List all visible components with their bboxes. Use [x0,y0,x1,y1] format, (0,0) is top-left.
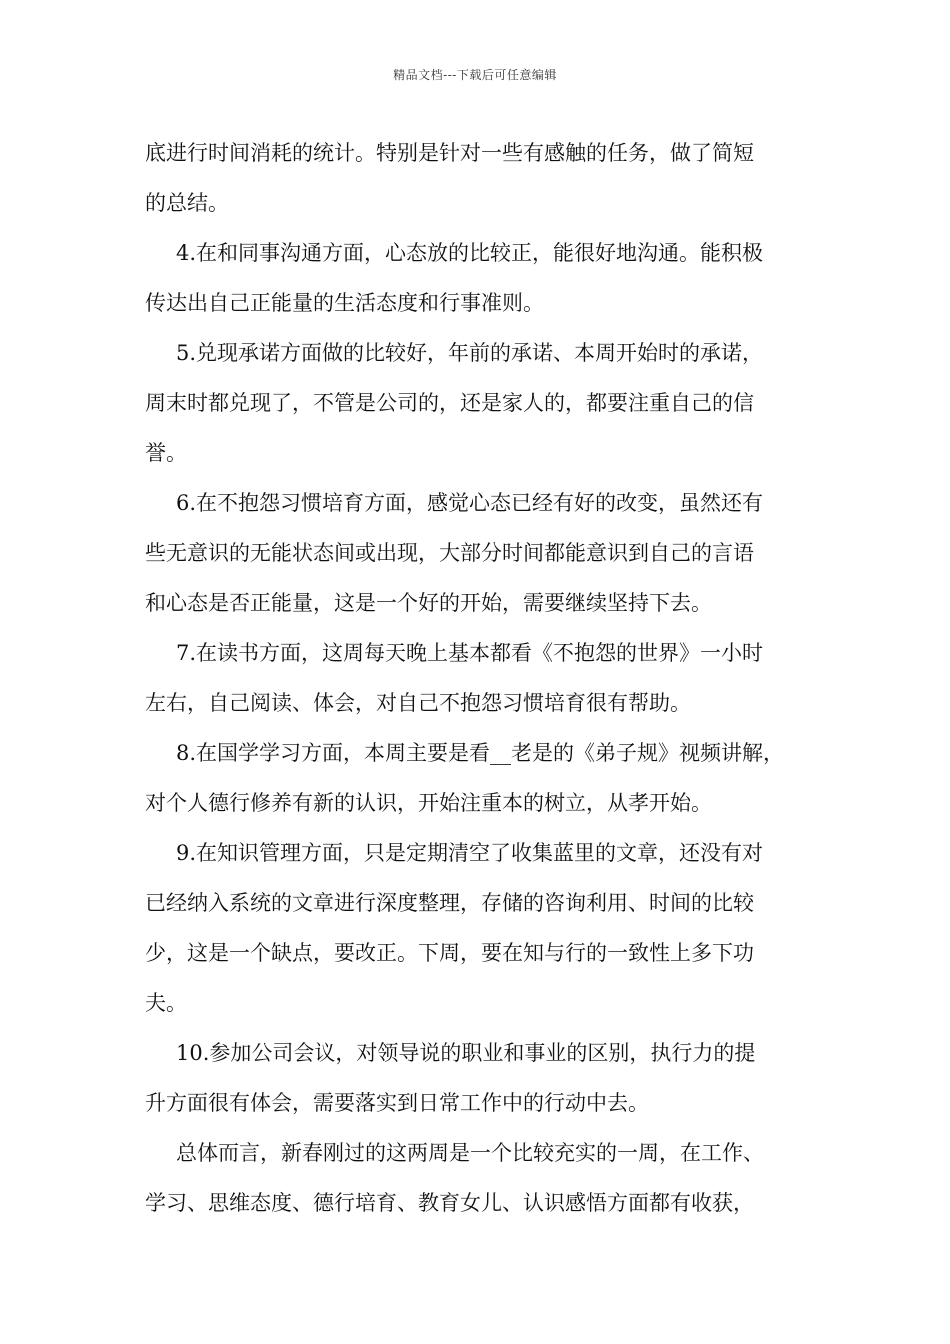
text-line: 5.兑现承诺方面做的比较好，年前的承诺、本周开始时的承诺， [176,341,764,365]
text-line: 7.在读书方面，这周每天晚上基本都看《不抱怨的世界》一小时 [176,641,764,665]
text-line: 左右，自己阅读、体会，对自己不抱怨习惯培育很有帮助。 [145,691,691,715]
text-line: 10.参加公司会议，对领导说的职业和事业的区别，执行力的提 [176,1041,756,1065]
text-line: 总体而言，新春刚过的这两周是一个比较充实的一周，在工作、 [176,1141,764,1165]
text-line: 学习、思维态度、德行培育、教育女儿、认识感悟方面都有收获， [145,1191,754,1215]
text-line: 4.在和同事沟通方面，心态放的比较正，能很好地沟通。能积极 [176,241,764,265]
text-line: 9.在知识管理方面，只是定期清空了收集蓝里的文章，还没有对 [176,841,764,865]
text-line: 已经纳入系统的文章进行深度整理，存储的咨询利用、时间的比较 [145,891,754,915]
text-line: 8.在国学学习方面，本周主要是看__老是的《弟子规》视频讲解， [176,741,785,765]
body-text [145,128,810,1228]
text-line: 周末时都兑现了，不管是公司的，还是家人的，都要注重自己的信 [145,391,754,415]
text-line: 和心态是否正能量，这是一个好的开始，需要继续坚持下去。 [145,591,712,615]
text-line: 传达出自己正能量的生活态度和行事准则。 [145,291,544,315]
text-line: 些无意识的无能状态间或出现，大部分时间都能意识到自己的言语 [145,541,754,565]
text-line: 少，这是一个缺点，要改正。下周，要在知与行的一致性上多下功 [145,941,754,965]
text-line: 的总结。 [145,191,229,215]
text-line: 对个人德行修养有新的认识，开始注重本的树立，从孝开始。 [145,791,712,815]
text-line: 6.在不抱怨习惯培育方面，感觉心态已经有好的改变，虽然还有 [176,491,764,515]
text-line: 誉。 [145,441,187,465]
text-line: 夫。 [145,991,187,1015]
page-header: 精品文档---下载后可任意编辑 [393,68,557,82]
text-line: 底进行时间消耗的统计。特别是针对一些有感触的任务，做了简短 [145,141,754,165]
text-line: 升方面很有体会，需要落实到日常工作中的行动中去。 [145,1091,649,1115]
